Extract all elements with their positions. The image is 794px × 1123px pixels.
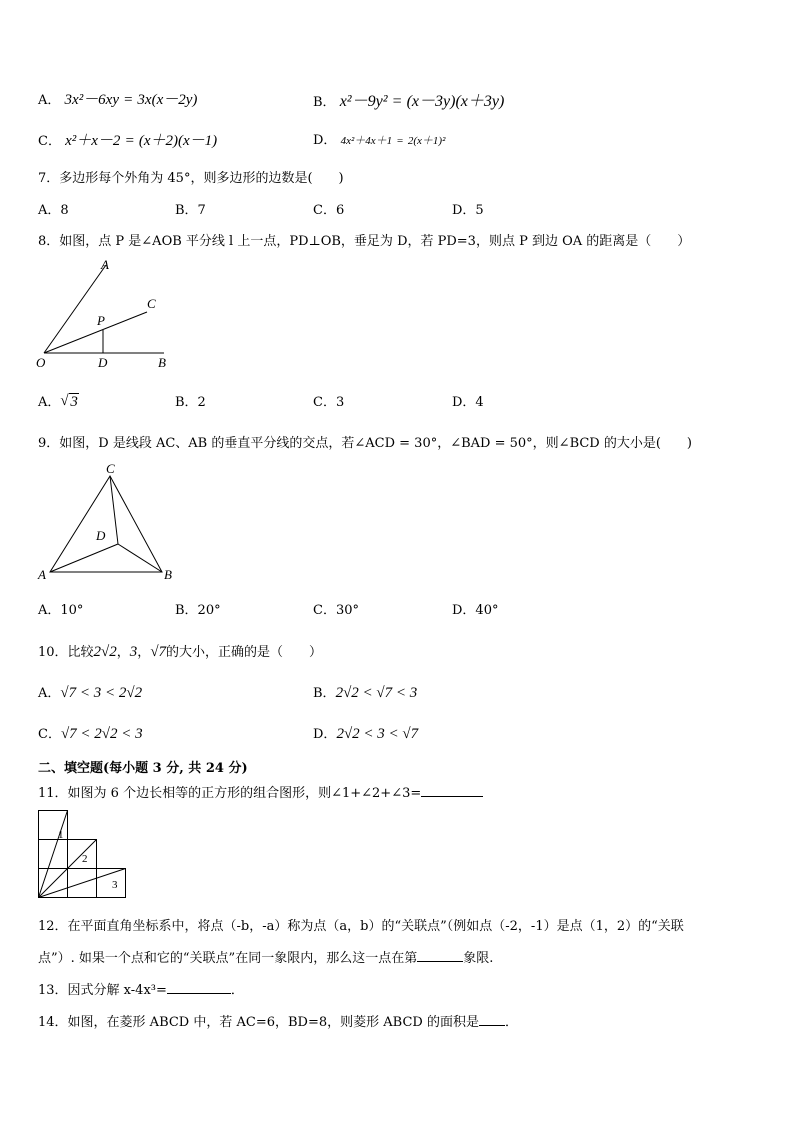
label-p: P (97, 313, 105, 328)
q8-option-c: C．3 (313, 395, 345, 410)
diagonal-1 (39, 811, 68, 898)
q6-option-b-lhs: x²－9y² (339, 93, 388, 110)
q6-option-c-lhs: x²＋x－2 (65, 133, 121, 149)
q9-option-b: B．20° (175, 603, 221, 618)
angle-label-3: 3 (112, 879, 118, 891)
q8-figure (30, 255, 180, 373)
q10-stem: 10．比较2√2，3，√7的大小，正确的是（ ） (38, 644, 323, 660)
q10-option-d: D．2√2 < 3 < √7 (313, 726, 419, 742)
label-b: B (158, 355, 166, 370)
q9-stem: 9．如图，D 是线段 AC、AB 的垂直平分线的交点，若∠ACD = 30°，∠BAD = 50°，则∠BCD 的大小是( ) (38, 436, 693, 451)
segment-bd (118, 544, 162, 572)
q12-answer-blank[interactable] (417, 949, 463, 962)
q6-option-d-rhs: 2(x＋1)² (407, 135, 446, 147)
segment-ad (50, 544, 118, 572)
segment-cd (110, 476, 118, 544)
q13-answer-blank[interactable] (167, 981, 231, 994)
q9-option-a: A．10° (38, 603, 84, 618)
q12-line-1: 12．在平面直角坐标系中，将点（-b，-a）称为点（a，b）的“关联点”（例如点（-2，-1）是点（1，2）的“关联 (38, 919, 684, 934)
q13-stem: 13．因式分解 x-4x³= ． (38, 983, 244, 998)
q9-option-d: D．40° (452, 603, 499, 618)
q6-option-b-rhs: (x－3y)(x＋3y) (406, 93, 505, 110)
q7-option-d: D．5 (452, 203, 484, 218)
label-a: A (101, 257, 109, 272)
label-b: B (164, 567, 172, 582)
section-2-title: 二、填空题(每小题 3 分, 共 24 分) (38, 761, 248, 776)
q10-option-a: A．√7 < 3 < 2√2 (38, 685, 143, 701)
q11-answer-blank[interactable] (421, 784, 483, 797)
q7-option-b: B．7 (175, 203, 206, 218)
q6-option-a: A． 3x²－6xy = 3x(x－2y) (38, 92, 198, 108)
q6-option-b: B． x²－9y² = (x－3y)(x＋3y) (313, 93, 505, 110)
label-o: O (36, 355, 46, 370)
q10-option-c: C．√7 < 2√2 < 3 (38, 726, 143, 742)
q6-option-c: C． x²＋x－2 = (x＋2)(x－1) (38, 133, 218, 149)
q6-option-d-lhs: 4x²＋4x＋1 (340, 135, 393, 147)
q7-stem: 7．多边形每个外角为 45°，则多边形的边数是( ) (38, 171, 344, 186)
q10-item-1: 2√2 (93, 644, 117, 660)
ray-oa (44, 265, 106, 353)
q11-figure (38, 810, 130, 904)
q10-option-b: B．2√2 < √7 < 3 (313, 685, 418, 701)
label-d: D (96, 528, 106, 543)
q10-item-2: 3 (129, 644, 138, 660)
label-d: D (98, 355, 108, 370)
q8-option-b: B．2 (175, 395, 206, 410)
bisector-oc (44, 312, 147, 353)
q9-option-c: C．30° (313, 603, 359, 618)
q8-option-d: D．4 (452, 395, 484, 410)
label-c: C (106, 461, 115, 476)
angle-label-2: 2 (82, 853, 88, 865)
q9-figure (34, 458, 184, 586)
q11-stem: 11．如图为 6 个边长相等的正方形的组合图形，则∠1+∠2+∠3= (38, 782, 483, 801)
q6-option-d: D． 4x²＋4x＋1 = 2(x＋1)² (313, 133, 446, 148)
q14-stem: 14．如图，在菱形 ABCD 中，若 AC=6，BD=8，则菱形 ABCD 的面积是 ． (38, 1015, 518, 1030)
triangle-abc (50, 476, 162, 572)
q7-option-a: A．8 (38, 203, 69, 218)
label-c: C (147, 296, 156, 311)
q8-stem: 8．如图，点 P 是∠AOB 平分线 l 上一点，PD⊥OB，垂足为 D，若 PD=3，则点 P 到边 OA 的距离是（ ） (38, 234, 691, 249)
label-a: A (38, 567, 46, 582)
q12-line-2: 点”）. 如果一个点和它的“关联点”在同一象限内，那么这一点在第 象限. (38, 951, 494, 966)
q14-answer-blank[interactable] (479, 1013, 505, 1026)
q7-option-c: C．6 (313, 203, 345, 218)
angle-label-1: 1 (58, 829, 64, 841)
q10-item-3: √7 (150, 644, 167, 660)
q6-option-a-rhs: 3x(x－2y) (137, 92, 198, 108)
q6-option-a-lhs: 3x²－6xy (64, 92, 120, 108)
q6-option-c-rhs: (x＋2)(x－1) (138, 133, 218, 149)
q8-option-a: A．√ 3 (38, 391, 79, 411)
